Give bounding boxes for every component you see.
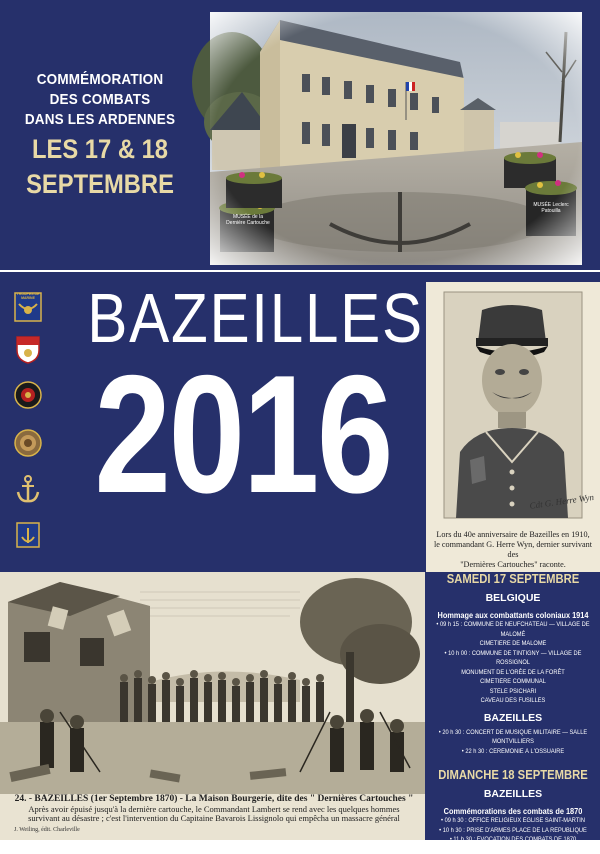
officer-portrait	[426, 282, 600, 526]
program-line-2: CIMETIÈRE DE MALOMÉ	[433, 639, 593, 649]
program-line-7: CAVEAU DES FUSILLÉS	[433, 696, 593, 706]
heading-line-2: DES COMBATS	[10, 90, 190, 110]
program-schedule	[426, 572, 600, 840]
program-line-10: • 09 h 30 : OFFICE RELIGIEUX ÉGLISE SAINT-MARTIN	[433, 816, 593, 826]
portrait-caption-line-3: "Dernières Cartouches" raconte.	[430, 560, 596, 570]
round-emblem-icon	[14, 380, 42, 410]
portrait-signature: Cdt G. Herre Wyn	[529, 492, 595, 511]
illustration-caption-title: 24. - BAZEILLES (1er Septembre 1870) - La Maison Bourgerie, dite des " Dernières Cartouches "	[8, 794, 420, 805]
portrait-caption	[430, 530, 596, 570]
program-place-belgique: BELGIQUE	[426, 592, 600, 604]
program-line-1: • 09 h 15 : COMMUNE DE NEUFCHÂTEAU — VILLAGE DE MALOMÉ	[433, 620, 593, 639]
program-place-bazeilles-1: BAZEILLES	[426, 712, 600, 724]
photo-sign-right: MUSÉE Leclerc Patouilla	[528, 202, 574, 214]
program-line-13: À LA MAISON DE LA DERNIÈRE CARTOUCHE	[433, 845, 593, 854]
illustration-caption-line-1: Après avoir épuisé jusqu'à la dernière cartouche, le Commandant Lambert se rend avec les quelques hommes	[8, 805, 420, 815]
heading-line-3: DANS LES ARDENNES	[10, 110, 190, 130]
program-place-bazeilles-2: BAZEILLES	[426, 788, 600, 800]
medal-icon	[14, 428, 42, 458]
museum-photo-drawing	[210, 12, 582, 265]
program-line-5: CIMETIÈRE COMMUNAL	[433, 677, 593, 687]
battle-engraving	[0, 572, 425, 794]
illustration-credit: J. Weiling, édit. Charleville	[14, 827, 80, 833]
date-line-2: SEPTEMBRE	[12, 169, 188, 200]
program-commemorations: Commémorations des combats de 1870	[433, 807, 593, 816]
portrait-caption-line-2: le commandant G. Herre Wyn, dernier survivant des	[430, 540, 596, 560]
logos-column	[0, 272, 56, 570]
photo-sign-left: MUSÉE de la Dernière Cartouche	[224, 214, 272, 226]
title-bazeilles: BAZEILLES	[87, 282, 397, 354]
program-line-3: • 10 h 00 : COMMUNE DE TINTIGNY — VILLAGE DE ROSSIGNOL	[433, 649, 593, 668]
program-line-11: • 10 h 30 : PRISE D'ARMES PLACE DE LA RÉPUBLIQUE	[433, 826, 593, 836]
commemoration-heading	[0, 70, 200, 200]
illustration-caption-line-2: survivant au désastre ; c'est l'intervention du Capitaine Bavarois Lissignolo qui empêcha un massacre général	[8, 814, 420, 824]
program-day-2: DIMANCHE 18 SEPTEMBRE	[435, 768, 592, 782]
program-hommage: Hommage aux combattants coloniaux 1914	[433, 611, 593, 620]
separator-line	[0, 270, 600, 272]
portrait-caption-line-1: Lors du 40e anniversaire de Bazeilles en 1910,	[430, 530, 596, 540]
anchor-crest-icon	[14, 520, 42, 550]
program-line-12: • 11 h 30 : ÉVOCATION DES COMBATS DE 1870	[433, 835, 593, 845]
program-line-6: STÈLE PSICHARI	[433, 687, 593, 697]
anchor-icon	[14, 474, 42, 504]
program-line-4: MONUMENT DE L'ORÉE DE LA FORÊT	[433, 668, 593, 678]
portrait-panel	[426, 282, 600, 572]
badge-text: TROUPES DE MARINE	[16, 292, 40, 300]
museum-photo	[210, 12, 582, 265]
date-line-1: LES 17 & 18	[12, 134, 188, 165]
program-day-1: SAMEDI 17 SEPTEMBRE	[435, 572, 592, 586]
illustration-caption	[8, 794, 420, 824]
shield-crest-icon	[14, 334, 42, 364]
title-year: 2016	[94, 344, 389, 524]
program-line-9: • 22 h 30 : CÉRÉMONIE À L'OSSUAIRE	[433, 747, 593, 757]
heading-line-1: COMMÉMORATION	[10, 70, 190, 90]
program-line-8: • 20 h 30 : CONCERT DE MUSIQUE MILITAIRE — SALLE MONTVILLIERS	[433, 728, 593, 747]
